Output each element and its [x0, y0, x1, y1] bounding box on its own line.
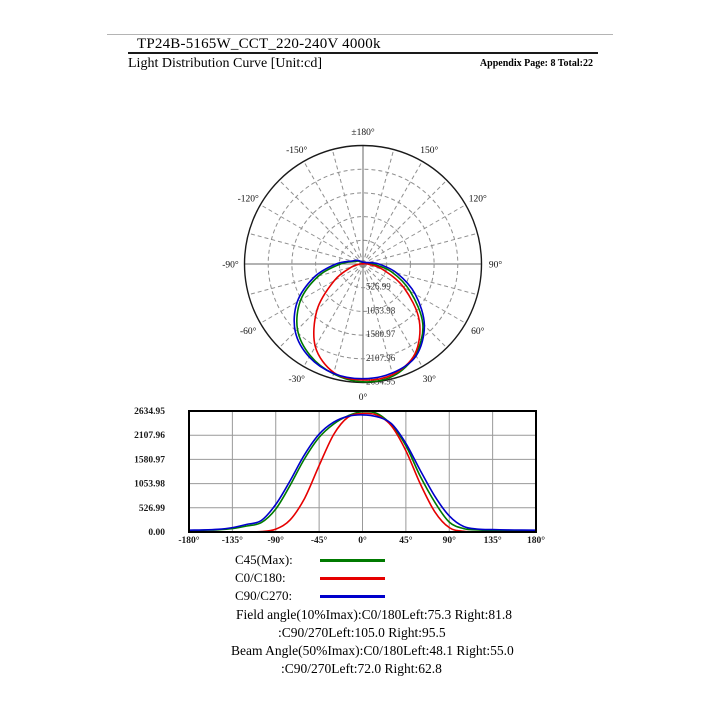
polar-ring-label: 1053.98	[366, 305, 396, 316]
polar-angle-label: -30°	[288, 375, 305, 386]
legend-swatch-c0-c180	[320, 577, 385, 580]
polar-angle-label: 0°	[358, 393, 368, 403]
y-tick-label: 2634.95	[134, 407, 165, 417]
polar-angle-label: 30°	[422, 375, 436, 386]
legend-row-c45	[235, 552, 405, 568]
polar-ring-label: 1580.97	[366, 329, 396, 340]
legend-swatch-c45	[320, 559, 385, 562]
polar-ring-label: 2107.96	[366, 352, 396, 363]
x-tick-label: -180°	[178, 536, 200, 546]
page-title: TP24B-5165W_CCT_220-240V 4000k	[137, 36, 381, 52]
y-tick-label: 526.99	[138, 503, 165, 514]
title-underline-rule	[128, 52, 598, 54]
appendix-page-info: Appendix Page: 8 Total:22	[479, 58, 593, 69]
polar-ring-label: 526.99	[366, 281, 391, 292]
x-tick-label: -45°	[310, 536, 328, 546]
y-tick-label: 2107.96	[134, 431, 165, 442]
cartesian-grid	[189, 411, 536, 532]
beam-angle-line-1: Beam Angle(50%Imax):C0/180Left:48.1 Right:55.0	[231, 643, 514, 658]
polar-ring-label: 2634.95	[366, 376, 396, 387]
legend-label-c0-c180: C0/C180:	[235, 570, 286, 585]
intensity-curve-chart	[120, 400, 550, 552]
header-top-rule	[107, 34, 613, 35]
polar-angle-label: -120°	[237, 194, 259, 205]
x-tick-label: 135°	[483, 536, 502, 546]
polar-angle-label: -60°	[240, 326, 257, 337]
y-tick-label: 0.00	[148, 528, 165, 538]
y-tick-label: 1053.98	[134, 479, 165, 490]
x-tick-label: 0°	[358, 536, 367, 546]
polar-angle-label: -150°	[286, 145, 308, 156]
polar-angle-label: ±180°	[351, 128, 375, 138]
beam-angle-line-2: :C90/270Left:72.0 Right:62.8	[281, 661, 442, 676]
x-tick-label: -90°	[267, 536, 284, 546]
legend-label-c45: C45(Max):	[235, 552, 293, 567]
x-tick-label: -135°	[221, 536, 243, 546]
field-angle-line-1: Field angle(10%Imax):C0/180Left:75.3 Right:81.8	[236, 607, 512, 622]
polar-angle-label: 150°	[420, 145, 439, 156]
y-tick-label: 1580.97	[134, 455, 165, 466]
field-angle-line-2: :C90/270Left:105.0 Right:95.5	[278, 625, 446, 640]
legend-row-c90-c270	[235, 588, 405, 604]
legend-label-c90-c270: C90/C270:	[235, 588, 293, 603]
polar-light-distribution-chart	[222, 122, 511, 408]
x-tick-label: 45°	[399, 536, 413, 546]
x-tick-label: 180°	[526, 536, 546, 546]
polar-angle-label: -90°	[222, 260, 239, 271]
polar-angle-label: 90°	[488, 260, 503, 271]
page-subtitle: Light Distribution Curve [Unit:cd]	[128, 56, 323, 71]
x-tick-label: 90°	[442, 536, 456, 546]
polar-angle-label: 120°	[468, 194, 487, 205]
polar-angle-label: 60°	[471, 326, 485, 337]
legend-swatch-c90-c270	[320, 595, 385, 598]
legend-row-c0-c180	[235, 570, 405, 586]
